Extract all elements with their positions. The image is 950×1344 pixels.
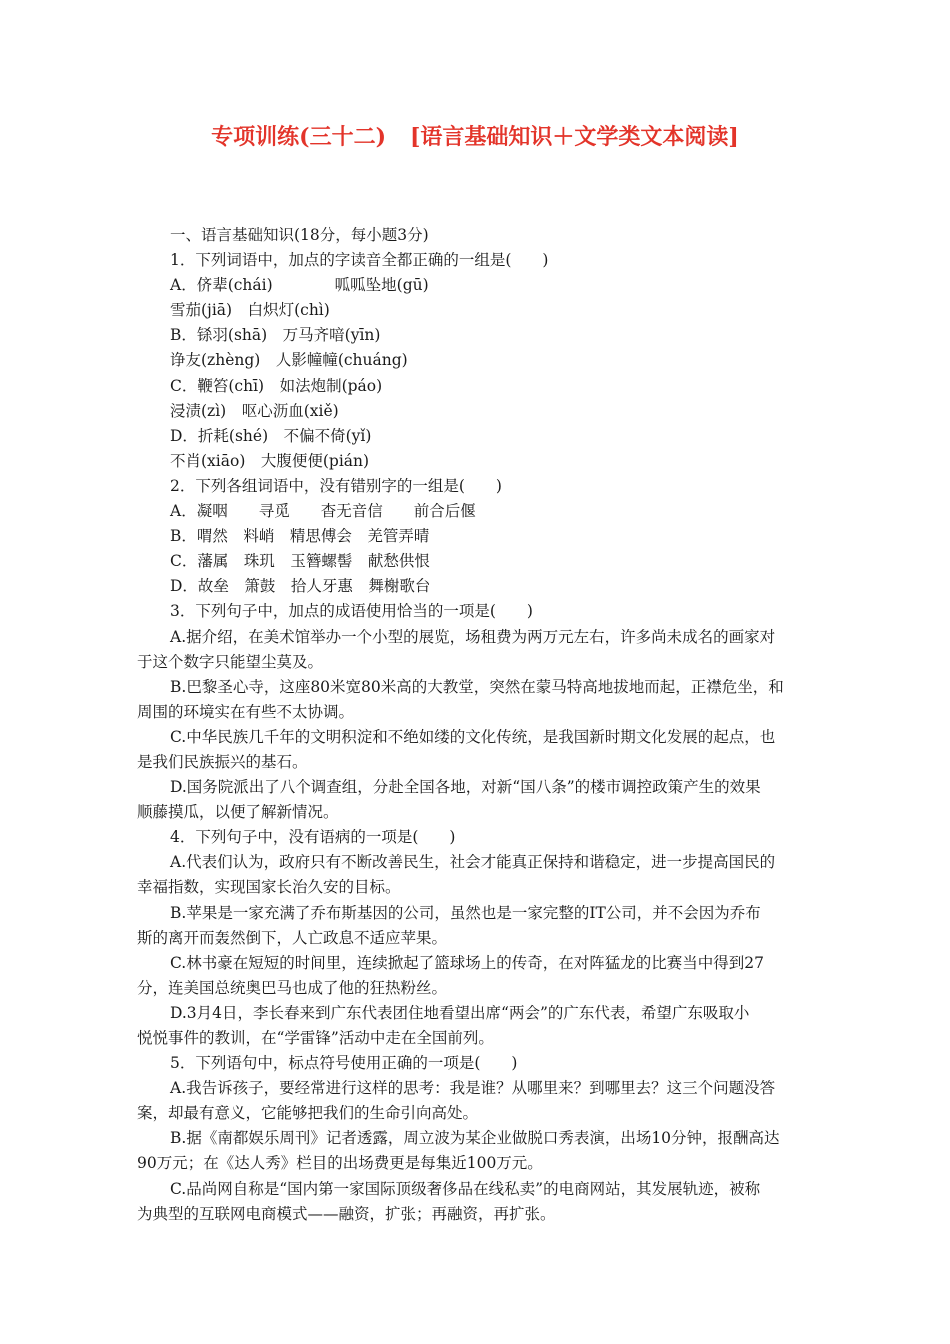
question-3-stem: 3．下列句子中，加点的成语使用恰当的一项是( ): [170, 602, 533, 621]
question-2-stem: 2．下列各组词语中，没有错别字的一组是( ): [170, 476, 502, 495]
question-4-stem: 4．下列句子中，没有语病的一项是( ): [170, 828, 456, 847]
title-main: 专项训练(三十二): [211, 124, 386, 150]
question-1-option-d: D．折耗(shé) 不偏不倚(yǐ): [170, 426, 372, 445]
question-1-stem: 1．下列词语中，加点的字读音全都正确的一组是( ): [170, 251, 549, 270]
question-3-option-c: C.中华民族几千年的文明积淀和不绝如缕的文化传统，是我国新时期文化发展的起点，也: [170, 727, 776, 746]
question-3-option-b-cont: 周围的环境实在有些不太协调。: [137, 702, 355, 721]
question-5-stem: 5．下列语句中，标点符号使用正确的一项是( ): [170, 1054, 518, 1073]
question-2-option-a: A．凝咽 寻觅 杳无音信 前合后偃: [170, 502, 476, 521]
question-5-option-a-cont: 案，却最有意义，它能够把我们的生命引向高处。: [137, 1104, 479, 1123]
question-4-option-c-cont: 分，连美国总统奥巴马也成了他的狂热粉丝。: [137, 978, 448, 997]
question-4-option-d-cont: 悦悦事件的教训，在“学雷锋”活动中走在全国前列。: [137, 1029, 494, 1047]
question-1-option-d-cont: 不肖(xiāo) 大腹便便(pián): [170, 451, 370, 470]
question-4-option-b-cont: 斯的离开而轰然倒下，人亡政息不适应苹果。: [137, 928, 448, 947]
question-4-option-b: B.苹果是一家充满了乔布斯基因的公司，虽然也是一家完整的IT公司，并不会因为乔布: [170, 903, 761, 922]
question-2-option-b: B．喟然 料峭 精思傅会 羌管弄晴: [170, 527, 430, 546]
question-3-option-d: D.国务院派出了八个调查组，分赴全国各地，对新“国八条”的楼市调控政策产生的效果: [170, 778, 761, 797]
question-2-option-c: C．藩属 珠玑 玉簪螺髻 献愁供恨: [170, 552, 430, 571]
section-heading: 一、语言基础知识(18分，每小题3分): [170, 226, 429, 244]
question-1-option-b: B．铩羽(shā) 万马齐喑(yīn): [170, 326, 381, 345]
question-5-option-c: C.品尚网自称是“国内第一家国际顶级奢侈品在线私卖”的电商网站，其发展轨迹，被称: [170, 1179, 761, 1198]
page-title: [0, 122, 950, 152]
question-1-option-a: A．侪辈(chái) 呱呱坠地(gū): [170, 276, 429, 295]
question-4-option-d: D.3月4日，李长春来到广东代表团住地看望出席“两会”的广东代表，希望广东吸取小: [170, 1003, 750, 1022]
question-3-option-a: A.据介绍，在美术馆举办一个小型的展览，场租费为两万元左右，许多尚未成名的画家对: [170, 627, 776, 646]
title-subtitle: [语言基础知识＋文学类文本阅读]: [410, 124, 739, 150]
question-3-option-b: B.巴黎圣心寺，这座80米宽80米高的大教堂，突然在蒙马特高地拔地而起，正襟危坐，和: [170, 677, 784, 696]
question-1-option-c-cont: 浸渍(zì) 呕心沥血(xiě): [170, 401, 339, 420]
question-5-option-c-cont: 为典型的互联网电商模式——融资，扩张；再融资，再扩张。: [137, 1204, 556, 1223]
document-body: [137, 223, 816, 1227]
question-5-option-b-cont: 90万元；在《达人秀》栏目的出场费更是每集近100万元。: [137, 1154, 543, 1173]
question-1-option-b-cont: 诤友(zhèng) 人影幢幢(chuáng): [170, 351, 408, 370]
question-4-option-a: A.代表们认为，政府只有不断改善民生，社会才能真正保持和谐稳定，进一步提高国民的: [170, 853, 776, 872]
question-3-option-a-cont: 于这个数字只能望尘莫及。: [137, 652, 324, 671]
question-4-option-c: C.林书豪在短短的时间里，连续掀起了篮球场上的传奇，在对阵猛龙的比赛当中得到27: [170, 953, 764, 972]
question-5-option-a: A.我告诉孩子，要经常进行这样的思考：我是谁？从哪里来？到哪里去？这三个问题没答: [170, 1079, 776, 1098]
question-5-option-b: B.据《南都娱乐周刊》记者透露，周立波为某企业做脱口秀表演，出场10分钟，报酬高达: [170, 1129, 780, 1148]
question-1-option-a-cont: 雪茄(jiā) 白炽灯(chì): [170, 301, 330, 320]
question-1-option-c: C．鞭笞(chī) 如法炮制(páo): [170, 376, 383, 395]
question-3-option-d-cont: 顺藤摸瓜，以便了解新情况。: [137, 803, 339, 822]
question-2-option-d: D．故垒 箫鼓 拾人牙惠 舞榭歌台: [170, 577, 431, 596]
question-4-option-a-cont: 幸福指数，实现国家长治久安的目标。: [137, 878, 401, 897]
question-3-option-c-cont: 是我们民族振兴的基石。: [137, 752, 308, 771]
